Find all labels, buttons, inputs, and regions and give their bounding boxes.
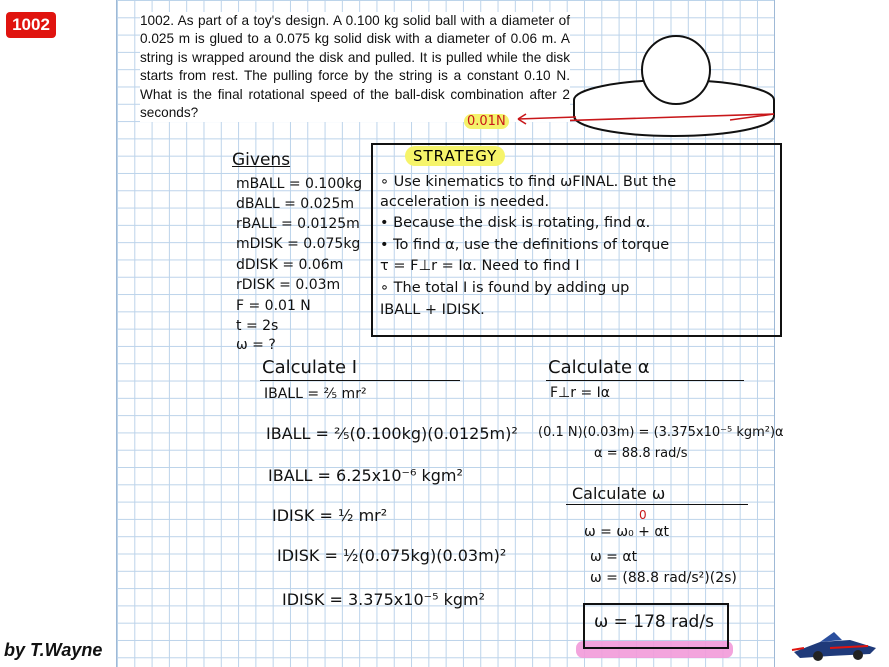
author-credit: by T.Wayne xyxy=(4,640,103,660)
force-label: 0.01N xyxy=(464,114,509,129)
given-item: dBALL = 0.025m xyxy=(236,196,355,212)
strategy-line: ∘ The total I is found by adding up xyxy=(380,280,630,296)
given-item: ω = ? xyxy=(236,337,276,353)
strategy-line: • Because the disk is rotating, find α. xyxy=(380,215,651,231)
problem-statement: 1002. As part of a toy's design. A 0.100 kg solid ball with a diameter of 0.025 m is glued to a 0.075 kg solid disk with a diameter of 0.06 m. A string is wrapped around the disk and pulled. It is pulled while the disk starts from rest. The pulling force by the string is a constant 0.10 N. What is the final rotational speed of the ball-disk combination after 2 seconds? xyxy=(140,12,570,122)
given-item: F = 0.01 N xyxy=(236,298,311,314)
ball-disk-diagram xyxy=(570,30,790,140)
calc-omega-underline xyxy=(566,504,748,505)
calc-i-line: IDISK = ½(0.075kg)(0.03m)² xyxy=(277,546,507,565)
calc-omega-line: ω = (88.8 rad/s²)(2s) xyxy=(590,570,737,586)
given-item: mBALL = 0.100kg xyxy=(236,176,363,192)
calc-i-line: IBALL = ⅖ mr² xyxy=(264,386,367,402)
zero-mark: 0 xyxy=(639,508,647,522)
given-item: rDISK = 0.03m xyxy=(236,277,341,293)
calc-i-line: IDISK = 3.375x10⁻⁵ kgm² xyxy=(282,590,485,609)
strategy-line: ∘ Use kinematics to find ωFINAL. But the xyxy=(380,174,677,190)
final-answer: ω = 178 rad/s xyxy=(594,612,714,632)
calc-i-title: Calculate I xyxy=(262,357,358,378)
givens-title: Givens xyxy=(232,150,291,170)
strategy-title: STRATEGY xyxy=(405,146,505,166)
calc-omega-title: Calculate ω xyxy=(572,484,666,503)
ball-circle xyxy=(642,36,710,104)
calc-i-line: IDISK = ½ mr² xyxy=(272,506,388,525)
strategy-line: acceleration is needed. xyxy=(380,194,550,210)
calc-alpha-line: α = 88.8 rad/s xyxy=(594,446,688,461)
calc-omega-line: ω = ω₀ + αt xyxy=(584,524,670,540)
problem-number-badge: 1002 xyxy=(6,12,56,38)
calc-i-underline xyxy=(260,380,460,381)
given-item: dDISK = 0.06m xyxy=(236,257,344,273)
calc-alpha-line: (0.1 N)(0.03m) = (3.375x10⁻⁵ kgm²)α xyxy=(538,425,784,440)
strategy-line: IBALL + IDISK. xyxy=(380,302,485,318)
jet-car-logo-icon xyxy=(790,628,882,664)
calc-i-line: IBALL = ⅖(0.100kg)(0.0125m)² xyxy=(266,424,518,443)
calc-alpha-title: Calculate α xyxy=(548,357,650,378)
calc-alpha-underline xyxy=(546,380,744,381)
given-item: t = 2s xyxy=(236,318,279,334)
given-item: mDISK = 0.075kg xyxy=(236,236,361,252)
calc-alpha-line: F⊥r = Iα xyxy=(550,385,610,401)
calc-omega-line: ω = αt xyxy=(590,549,638,565)
given-item: rBALL = 0.0125m xyxy=(236,216,360,232)
strategy-line: • To find α, use the definitions of torque xyxy=(380,237,670,253)
calc-i-line: IBALL = 6.25x10⁻⁶ kgm² xyxy=(268,466,463,485)
strategy-line: τ = F⊥r = Iα. Need to find I xyxy=(380,258,580,274)
force-arrow xyxy=(510,112,580,126)
